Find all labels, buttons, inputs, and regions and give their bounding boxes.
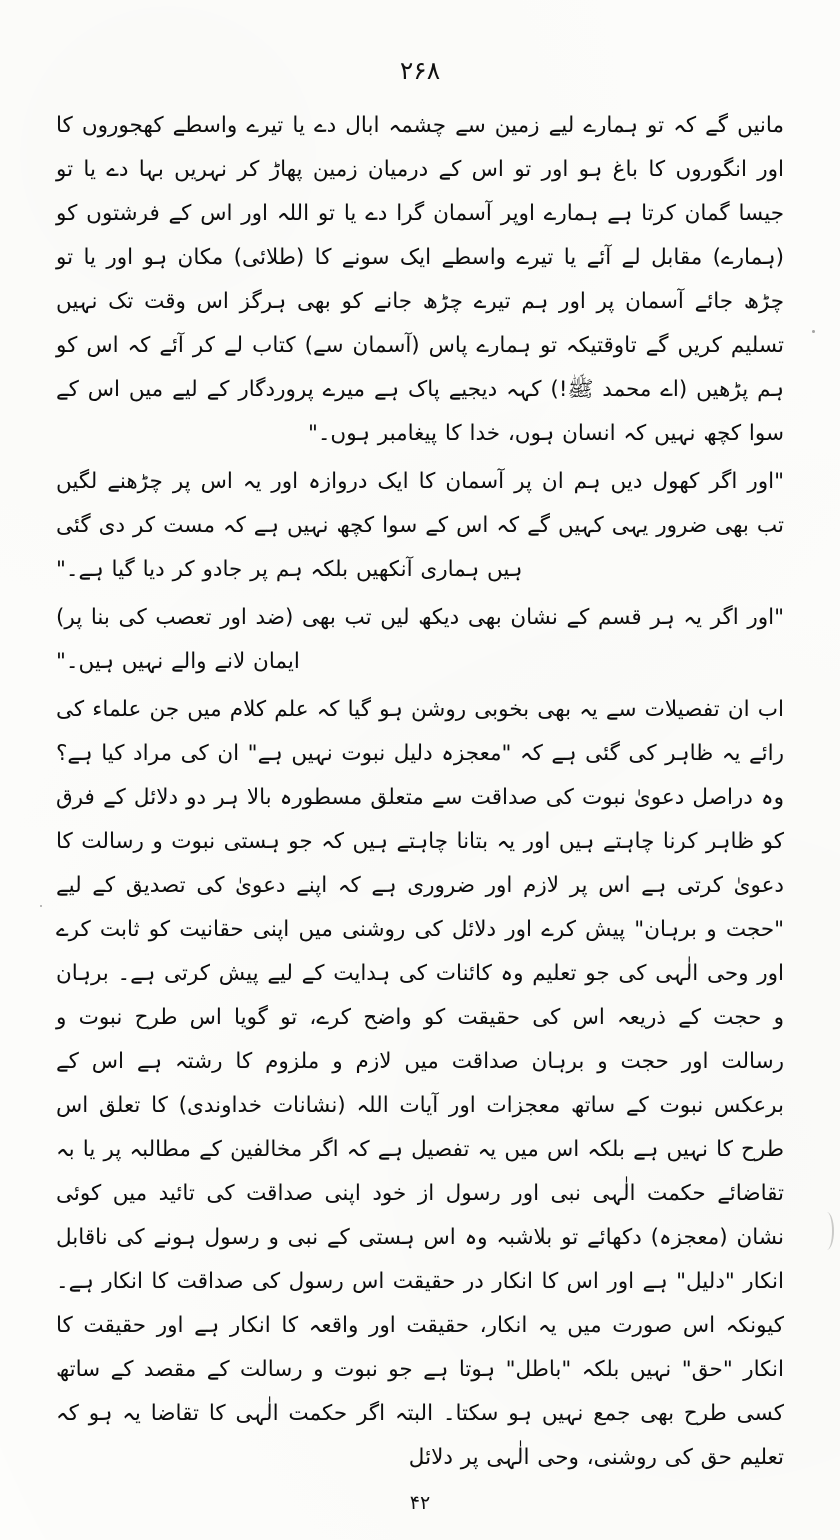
scan-speck (40, 905, 42, 907)
paragraph-quoted-1: مانیں گے کہ تو ہمارے لیے زمین سے چشمہ ابال دے یا تیرے واسطے کھجوروں کا اور انگوروں کا باغ ہو اور تو اس کے درمیان زمین پھاڑ کر نہریں بہا دے یا تو جیسا گمان کرتا ہے ہمارے اوپر آسمان گرا دے یا تو اللہ اور اس کے فرشتوں کو (ہمارے) مقابل لے آئے یا تیرے واسطے ایک سونے کا (طلائی) مکان ہو اور یا تو چڑھ جائے آسمان پر اور ہم تیرے چڑھ جانے کو بھی ہرگز اس وقت تک نہیں تسلیم کریں گے تاوقتیکہ تو ہمارے پاس (آسمان سے) کتاب لے کر آئے کہ اس کو ہم پڑھیں (اے محمد ﷺ!) کہہ دیجیے پاک ہے میرے پروردگار کے لیے میں اس کے سوا کچھ نہیں کہ انسان ہوں، خدا کا پیغامبر ہوں۔" (56, 113, 784, 446)
paragraph-commentary: اب ان تفصیلات سے یہ بھی بخوبی روشن ہو گیا کہ علم کلام میں جن علماء کی رائے یہ ظاہر کی گئی ہے کہ "معجزہ دلیل نبوت نہیں ہے" ان کی مراد کیا ہے؟ وہ دراصل دعویٰ نبوت کی صداقت سے متعلق مسطورہ بالا ہر دو دلائل کے فرق کو ظاہر کرنا چاہتے ہیں اور یہ بتانا چاہتے ہیں کہ جو ہستی نبوت و رسالت کا دعویٰ کرتی ہے اس پر لازم اور ضروری ہے کہ اپنے دعویٰ کی تصدیق کے لیے "حجت و برہان" پیش کرے اور دلائل کی روشنی میں اپنی حقانیت کو ثابت کرے اور وحی الٰہی کی جو تعلیم وہ کائنات کی ہدایت کے لیے پیش کرتی ہے۔ برہان و حجت کے ذریعہ اس کی حقیقت کو واضح کرے، تو گویا اس طرح نبوت و رسالت اور حجت و برہان صداقت میں لازم و ملزوم کا رشتہ ہے اس کے برعکس نبوت کے ساتھ معجزات اور آیات اللہ (نشانات خداوندی) کا تعلق اس طرح کا نہیں ہے بلکہ اس میں یہ تفصیل ہے کہ اگر مخالفین کے مطالبہ پر یا بہ تقاضائے حکمت الٰہی نبی اور رسول از خود اپنی صداقت کی تائید میں کوئی نشان (معجزہ) دکھائے تو بلاشبہ وہ اس ہستی کے نبی و رسول ہونے کی ناقابل انکار "دلیل" ہے اور اس کا انکار در حقیقت اس رسول کی صداقت کا انکار ہے۔ کیونکہ اس صورت میں یہ انکار، حقیقت اور واقعہ کا انکار ہے اور حقیقت کا انکار "حق" نہیں بلکہ "باطل" ہوتا ہے جو نبوت و رسالت کے مقصد کے ساتھ کسی طرح بھی جمع نہیں ہو سکتا۔ البتہ اگر حکمت الٰہی کا تقاضا یہ ہو کہ تعلیم حق کی روشنی، وحی الٰہی پر دلائل (56, 697, 784, 1470)
page-number-bottom: ۴۲ (409, 1492, 431, 1514)
paragraph-quoted-3: "اور اگر یہ ہر قسم کے نشان بھی دیکھ لیں تب بھی (ضد اور تعصب کی بنا پر) ایمان لانے والے نہیں ہیں۔" (56, 605, 784, 674)
page-number-top: ۲۶۸ (399, 56, 441, 85)
page-body-text (56, 104, 784, 1480)
scan-speck (812, 330, 815, 333)
page-edge-mark (822, 1212, 834, 1250)
paragraph-quoted-2: "اور اگر کھول دیں ہم ان پر آسمان کا ایک دروازہ اور یہ اس پر چڑھنے لگیں تب بھی ضرور یہی کہیں گے کہ اس کے سوا کچھ نہیں ہے کہ مست کر دی گئی ہیں ہماری آنکھیں بلکہ ہم پر جادو کر دیا گیا ہے۔" (56, 469, 784, 582)
